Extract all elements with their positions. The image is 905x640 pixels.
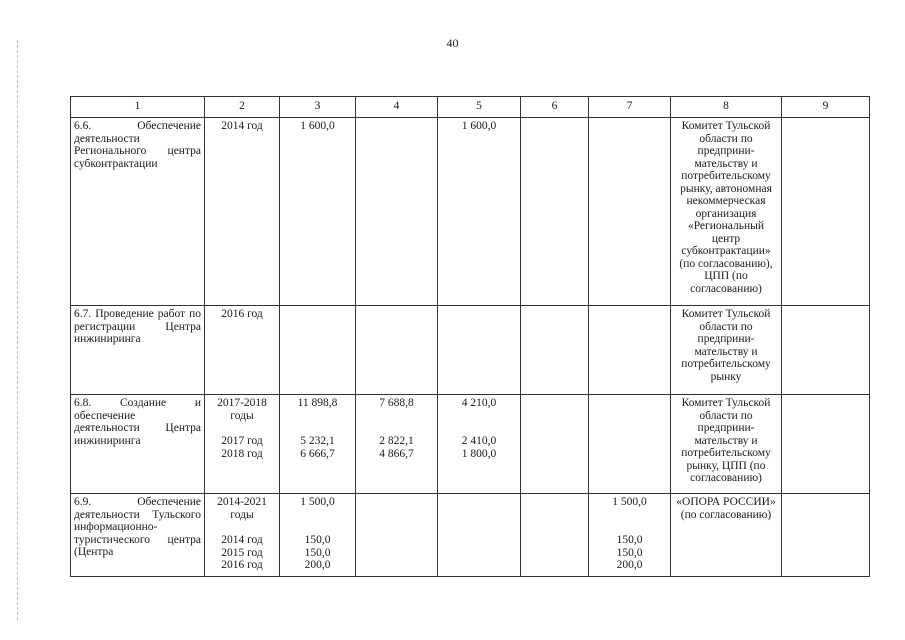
value-col-4 [356, 306, 438, 395]
year-value: 200,0 [616, 559, 643, 571]
year-breakdown [592, 534, 667, 572]
value-col-5: 4 210,0 [461, 397, 497, 409]
table-row [71, 494, 870, 577]
year-label: 2017 год [221, 435, 263, 447]
value-col-4-cell [356, 395, 438, 494]
value-col-6 [521, 395, 589, 494]
year-value: 150,0 [304, 546, 331, 559]
executor: Комитет Тульской области по предприни-мательству и потребительскому рынку, автономная некоммерческая организация «Региональный центр субконтрактации» (по согласованию), ЦПП (по согласованию) [671, 118, 782, 306]
year-value: 4 866,7 [379, 447, 414, 460]
table-row [71, 118, 870, 306]
col-header-7: 7 [589, 97, 671, 118]
value-col-9 [782, 118, 870, 306]
value-col-5-cell [438, 395, 521, 494]
header-row [71, 97, 870, 118]
table-row [71, 395, 870, 494]
year-breakdown [208, 534, 276, 572]
year-value: 1 800,0 [461, 447, 497, 460]
col-header-4: 4 [356, 97, 438, 118]
year-value: 150,0 [616, 534, 643, 546]
value-col-7 [589, 306, 671, 395]
year-breakdown [359, 435, 434, 460]
total-value: 1 600,0 [280, 118, 356, 306]
value-col-5 [438, 494, 521, 577]
total-value [280, 306, 356, 395]
year-label: 2016 год [221, 559, 263, 571]
col-header-2: 2 [205, 97, 280, 118]
value-col-9 [782, 306, 870, 395]
period: 2014 год [205, 118, 280, 306]
year-value: 6 666,7 [300, 447, 335, 460]
value-col-4 [356, 118, 438, 306]
program-table [70, 96, 870, 577]
col-header-8: 8 [671, 97, 782, 118]
year-value: 200,0 [304, 559, 331, 571]
table-row [71, 306, 870, 395]
margin-rule [17, 40, 18, 620]
year-value: 150,0 [304, 534, 331, 546]
total-value: 1 500,0 [300, 496, 335, 508]
year-breakdown [283, 435, 352, 460]
value-col-7 [589, 395, 671, 494]
value-col-4: 7 688,8 [379, 397, 414, 409]
executor: Комитет Тульской области по предприни-мательству и потребительскому рынку, ЦПП (по согласованию) [671, 395, 782, 494]
value-col-9 [782, 395, 870, 494]
total-value-cell [280, 494, 356, 577]
period: 2017-2018 годы [217, 397, 267, 422]
period-cell [205, 494, 280, 577]
value-col-7: 1 500,0 [612, 496, 647, 508]
total-value-cell [280, 395, 356, 494]
year-breakdown [441, 435, 517, 460]
year-value: 5 232,1 [300, 435, 335, 447]
col-header-6: 6 [521, 97, 589, 118]
value-col-9 [782, 494, 870, 577]
year-value: 150,0 [616, 546, 643, 559]
page-number: 40 [446, 36, 459, 50]
value-col-7-cell [589, 494, 671, 577]
value-col-5 [438, 306, 521, 395]
measure-name: 6.9. Обеспечение деятельности Тульского информационно-туристического центра (Центра [71, 494, 205, 577]
col-header-9: 9 [782, 97, 870, 118]
value-col-5: 1 600,0 [438, 118, 521, 306]
value-col-6 [521, 494, 589, 577]
year-label: 2015 год [221, 546, 263, 559]
executor: «ОПОРА РОССИИ» (по согласованию) [671, 494, 782, 577]
period-cell [205, 395, 280, 494]
value-col-6 [521, 306, 589, 395]
measure-name: 6.8. Создание и обеспечение деятельности Центра инжиниринга [71, 395, 205, 494]
year-value: 2 410,0 [461, 435, 497, 447]
executor: Комитет Тульской области по предприни-мательству и потребительскому рынку [671, 306, 782, 395]
col-header-3: 3 [280, 97, 356, 118]
measure-name: 6.6. Обеспечение деятельности Регионального центра субконтрактации [71, 118, 205, 306]
col-header-1: 1 [71, 97, 205, 118]
period: 2016 год [205, 306, 280, 395]
measure-name: 6.7. Проведение работ по регистрации Центра инжиниринга [71, 306, 205, 395]
year-breakdown [283, 534, 352, 572]
total-value: 11 898,8 [297, 397, 338, 409]
col-header-5: 5 [438, 97, 521, 118]
period: 2014-2021 годы [217, 496, 267, 521]
year-breakdown [208, 435, 276, 460]
value-col-6 [521, 118, 589, 306]
value-col-7 [589, 118, 671, 306]
year-label: 2014 год [221, 534, 263, 546]
year-label: 2018 год [221, 447, 263, 460]
value-col-4 [356, 494, 438, 577]
year-value: 2 822,1 [379, 435, 414, 447]
